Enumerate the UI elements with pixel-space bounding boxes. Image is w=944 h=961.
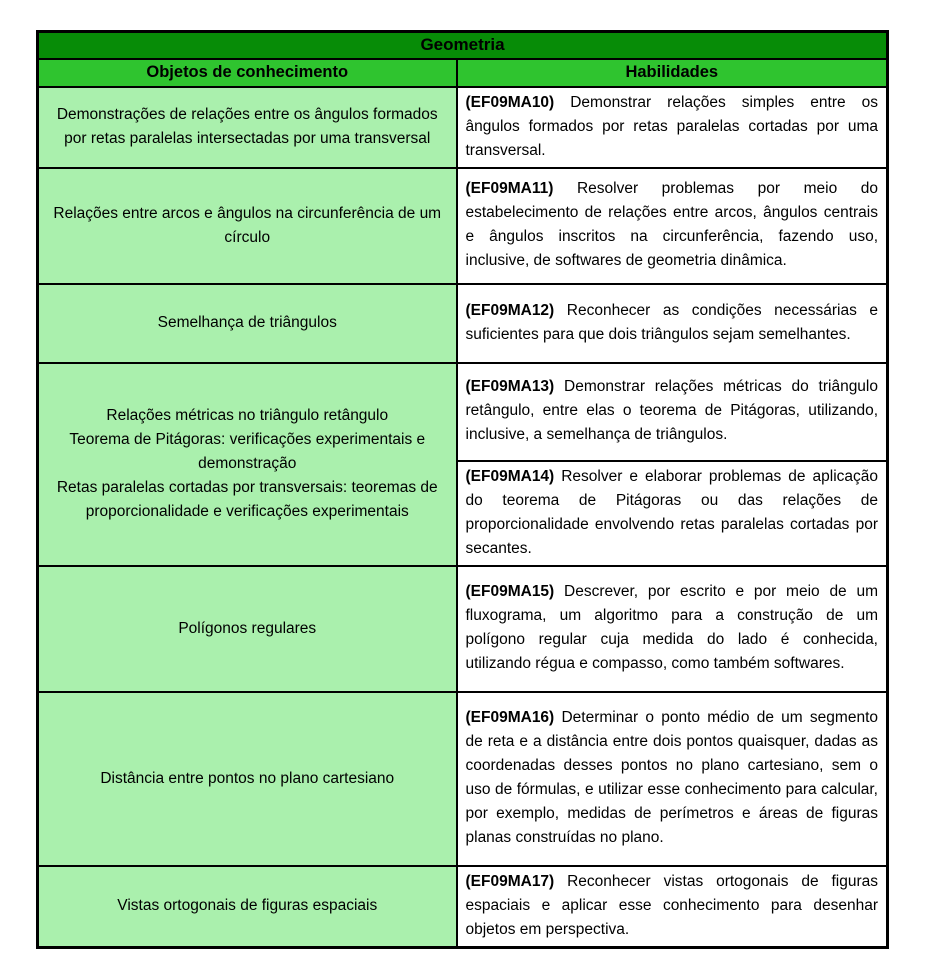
habilidade-text: Reconhecer vistas ortogonais de figuras espaciais e aplicar esse conhecimento para desenhar objetos em perspectiva.	[465, 872, 878, 938]
habilidade-text: Resolver problemas por meio do estabelecimento de relações entre arcos, ângulos centrais e ângulos inscritos na circunferência, fazendo uso, inclusive, de softwares de geometria dinâmica.	[465, 180, 878, 269]
habilidade-cell	[457, 866, 888, 948]
objeto-text: Vistas ortogonais de figuras espaciais	[117, 897, 378, 914]
habilidade-code: (EF09MA14)	[465, 467, 555, 485]
column-header-row	[38, 59, 888, 87]
objeto-cell	[38, 284, 457, 363]
habilidade-text: Resolver e elaborar problemas de aplicação do teorema de Pitágoras ou das relações de proporcionalidade envolvendo retas paralelas cortadas por secantes.	[465, 467, 879, 557]
objeto-text: Demonstrações de relações entre os ângulos formados por retas paralelas intersectadas por uma transversal	[56, 106, 438, 147]
habilidade-code: (EF09MA16)	[465, 709, 555, 726]
habilidade-text: Reconhecer as condições necessárias e suficientes para que dois triângulos sejam semelhantes.	[465, 301, 878, 343]
objeto-text: Semelhança de triângulos	[157, 314, 337, 331]
habilidade-code: (EF09MA12)	[465, 301, 555, 319]
table-row	[38, 363, 888, 461]
objeto-cell	[38, 87, 457, 168]
column-header-objetos: Objetos de conhecimento	[38, 59, 457, 87]
objeto-text: Polígonos regulares	[178, 619, 317, 637]
objeto-cell	[38, 566, 457, 692]
table-title: Geometria	[38, 32, 888, 59]
objeto-cell	[38, 363, 457, 566]
objeto-cell	[38, 168, 457, 284]
column-header-habilidades: Habilidades	[457, 59, 888, 87]
habilidade-code: (EF09MA11)	[465, 180, 554, 197]
objeto-text: Distância entre pontos no plano cartesiano	[100, 769, 395, 787]
habilidade-code: (EF09MA10)	[465, 93, 555, 111]
title-row	[38, 32, 888, 59]
objeto-line: Relações métricas no triângulo retângulo	[106, 407, 389, 424]
objeto-cell	[38, 866, 457, 948]
habilidade-cell	[457, 284, 888, 363]
objeto-line: Teorema de Pitágoras: verificações experimentais e demonstração	[69, 431, 426, 472]
table-row	[38, 168, 888, 284]
table-row	[38, 87, 888, 168]
objeto-line: Retas paralelas cortadas por transversais: teoremas de proporcionalidade e verificações experimentais	[56, 479, 438, 520]
habilidade-code: (EF09MA17)	[465, 872, 555, 890]
habilidade-text: Demonstrar relações simples entre os ângulos formados por retas paralelas cortadas por uma transversal.	[465, 93, 878, 159]
habilidade-text: Demonstrar relações métricas do triângulo retângulo, entre elas o teorema de Pitágoras, utilizando, inclusive, a semelhança de triângulos.	[465, 378, 878, 443]
habilidade-text: Determinar o ponto médio de um segmento de reta e a distância entre dois pontos quaisquer, dadas as coordenadas desses pontos no plano cartesiano, sem o uso de fórmulas, e utilizar esse conhecimento para calcular, por exemplo, medidas de perímetros e áreas de figuras planas construídas no plano.	[465, 709, 879, 846]
objeto-cell	[38, 692, 457, 866]
habilidade-cell	[457, 363, 888, 461]
objeto-text: Relações entre arcos e ângulos na circunferência de um círculo	[53, 204, 442, 246]
table-row	[38, 692, 888, 866]
habilidade-code: (EF09MA15)	[465, 583, 555, 600]
habilidade-cell	[457, 168, 888, 284]
table-row	[38, 284, 888, 363]
habilidade-cell	[457, 692, 888, 866]
curriculum-table	[36, 30, 889, 949]
habilidade-cell	[457, 461, 888, 566]
table-row	[38, 866, 888, 948]
habilidade-code: (EF09MA13)	[465, 378, 555, 395]
habilidade-text: Descrever, por escrito e por meio de um fluxograma, um algoritmo para a construção de um polígono regular cuja medida do lado é conhecida, utilizando régua e compasso, como também softwares.	[465, 583, 878, 672]
table-row	[38, 566, 888, 692]
habilidade-cell	[457, 566, 888, 692]
habilidade-cell	[457, 87, 888, 168]
